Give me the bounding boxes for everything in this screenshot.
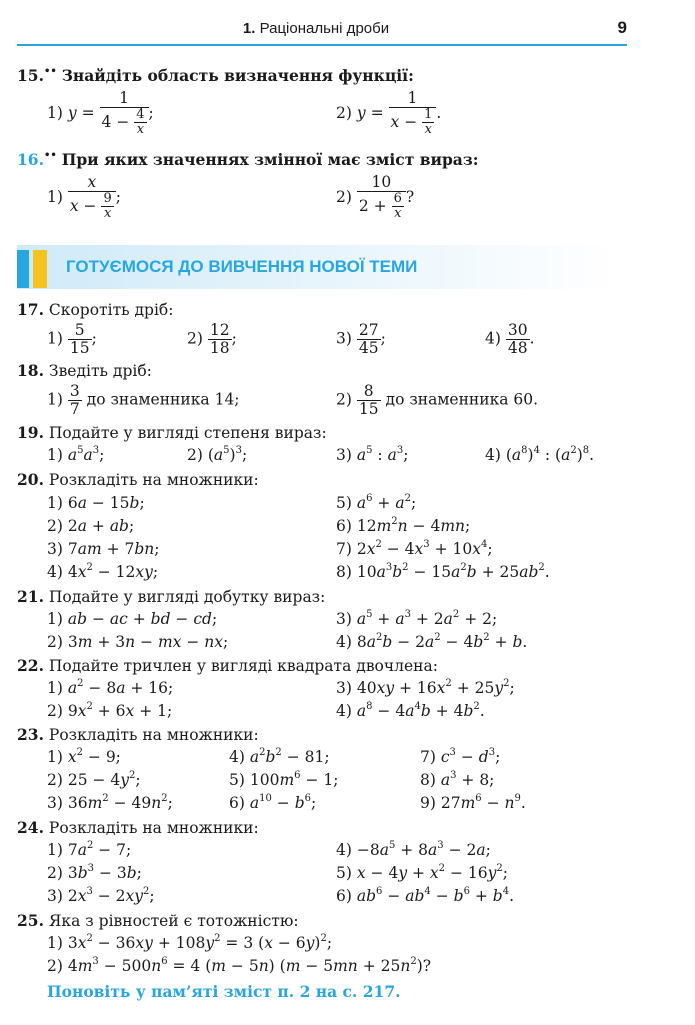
item-label: 1) bbox=[47, 187, 63, 206]
exercise-15-number: 15. bbox=[17, 66, 44, 85]
flag-blue-stripe bbox=[17, 250, 29, 288]
review-note: Поновіть у пам’яті зміст п. 2 на с. 217. bbox=[47, 982, 401, 1001]
denominator: x bbox=[136, 122, 145, 138]
exercise-16-heading bbox=[17, 150, 478, 169]
minus-sign: − bbox=[404, 112, 418, 131]
numerator: 10 bbox=[357, 174, 406, 192]
exercise-18-item-2 bbox=[336, 383, 538, 418]
exercise-19-item-1: 1) $a^5a^3$; bbox=[47, 445, 105, 464]
punctuation: . bbox=[436, 103, 442, 122]
exercise-18-item-1 bbox=[47, 383, 240, 418]
variable-y: y bbox=[356, 103, 366, 122]
exercise-20-item-7: 7) $2x^2 - 4x^3 + 10x^4$; bbox=[336, 539, 493, 558]
fraction bbox=[389, 90, 437, 138]
item-label: 6) bbox=[336, 517, 352, 535]
item-label: 4) bbox=[336, 702, 352, 720]
exercise-25-item-1: 1) $3x^2 - 36xy + 108y^2 = 3$ $(x - 6y)^2$; bbox=[47, 933, 333, 952]
term: x bbox=[390, 112, 400, 131]
exercise-20-item-6: 6) $12m^2n - 4mn$; bbox=[336, 516, 471, 535]
item-text: до знаменника 14; bbox=[86, 390, 240, 409]
exercise-19-item-2: 2) $(a^5)^3$; bbox=[187, 445, 248, 464]
fraction bbox=[100, 90, 149, 138]
item-label: 5) bbox=[229, 771, 245, 789]
exercise-25-number: 25. bbox=[17, 911, 44, 930]
fraction bbox=[357, 174, 406, 222]
numerator: 1 bbox=[424, 107, 433, 123]
fraction bbox=[68, 174, 116, 222]
numerator: 8 bbox=[357, 383, 381, 401]
exercise-15-item-2 bbox=[336, 90, 441, 138]
exercise-23-item-6: 6) $a^{10} - b^6$; bbox=[229, 793, 317, 812]
exercise-15-item-1 bbox=[47, 90, 154, 138]
item-label: 3) bbox=[336, 446, 352, 464]
exercise-19-text: Подайте у вигляді степеня вираз: bbox=[48, 424, 327, 442]
exercise-23-item-7: 7) $c^3 - d^3$; bbox=[420, 747, 501, 766]
exercise-21-number: 21. bbox=[17, 587, 44, 606]
exercise-22-text: Подайте тричлен у вигляді квадрата двочлена: bbox=[48, 657, 438, 675]
term: 4 bbox=[101, 112, 112, 131]
exercise-18-heading bbox=[17, 361, 152, 380]
item-label: 5) bbox=[336, 494, 352, 512]
item-label: 4) bbox=[47, 563, 63, 581]
section-banner-title: ГОТУЄМОСЯ ДО ВИВЧЕННЯ НОВОЇ ТЕМИ bbox=[66, 257, 418, 276]
item-label: 2) bbox=[336, 390, 352, 409]
exercise-20-item-5: 5) $a^6 + a^2$; bbox=[336, 493, 417, 512]
exercise-24-number: 24. bbox=[17, 818, 44, 837]
exercise-25-heading bbox=[17, 911, 299, 930]
fraction bbox=[506, 322, 530, 357]
exercise-17-item-4 bbox=[485, 322, 535, 357]
numerator: 1 bbox=[100, 90, 149, 108]
numerator: 9 bbox=[103, 191, 112, 207]
denominator: 7 bbox=[69, 400, 80, 419]
chapter-title: Раціональні дроби bbox=[259, 20, 390, 37]
exercise-24-text: Розкладіть на множники: bbox=[48, 819, 259, 837]
fraction bbox=[208, 322, 232, 357]
variable-y: y bbox=[67, 103, 77, 122]
exercise-24-item-1: 1) $7a^2 - 7$; bbox=[47, 840, 132, 859]
exercise-24-item-5: 5) $x - 4y + x^2 - 16y^2$; bbox=[336, 863, 508, 882]
exercise-15-heading bbox=[17, 66, 414, 85]
exercise-23-item-1: 1) $x^2 - 9$; bbox=[47, 747, 121, 766]
exercise-20-item-8: 8) $10a^3b^2 - 15a^2b + 25ab^2$. bbox=[336, 562, 550, 581]
denominator: x bbox=[394, 206, 402, 222]
item-label: 2) bbox=[47, 771, 63, 789]
exercise-23-item-2: 2) $25 - 4y^2$; bbox=[47, 770, 141, 789]
item-label: 1) bbox=[47, 679, 63, 697]
exercise-24-item-3: 3) $2x^3 - 2xy^2$; bbox=[47, 886, 155, 905]
item-label: 1) bbox=[47, 841, 63, 859]
page-number: 9 bbox=[617, 18, 627, 37]
exercise-15-text: Знайдіть область визначення функції: bbox=[61, 66, 414, 85]
exercise-20-item-1: 1) 6a − 15b; bbox=[47, 494, 145, 512]
sub-fraction bbox=[134, 108, 146, 138]
item-label: 3) bbox=[47, 887, 63, 905]
exercise-17-item-1 bbox=[47, 322, 97, 357]
exercise-20-item-2: 2) 2a + ab; bbox=[47, 517, 135, 535]
exercise-23-text: Розкладіть на множники: bbox=[48, 726, 259, 744]
exercise-16-number: 16. bbox=[17, 150, 44, 169]
exercise-25-item-2: 2) $4m^3 - 500n^6 = 4$ (m − 5n) $(m - 5mn + 25n^2)$? bbox=[47, 956, 432, 975]
item-label: 1) bbox=[47, 446, 63, 464]
exercise-19-heading bbox=[17, 423, 327, 442]
exercise-20-item-3: 3) 7am + 7bn; bbox=[47, 540, 160, 558]
denominator bbox=[389, 108, 437, 138]
exercise-20-text: Розкладіть на множники: bbox=[48, 471, 259, 489]
item-label: 2) bbox=[47, 957, 63, 975]
exercise-22-number: 22. bbox=[17, 656, 44, 675]
exercise-22-item-3: 3) $40xy + 16x^2 + 25y^2$; bbox=[336, 678, 515, 697]
item-label: 5) bbox=[336, 864, 352, 882]
numerator: x bbox=[68, 174, 116, 192]
exercise-18-number: 18. bbox=[17, 361, 44, 380]
item-text: до знаменника 60. bbox=[385, 390, 539, 409]
item-label: 8) bbox=[420, 771, 436, 789]
running-header bbox=[0, 20, 632, 37]
denominator: x bbox=[424, 122, 432, 138]
item-label: 1) bbox=[47, 329, 63, 348]
denominator: 15 bbox=[358, 400, 379, 419]
item-label: 2) bbox=[47, 517, 63, 535]
exercise-21-item-1: 1) ab − ac + bd − cd; bbox=[47, 610, 218, 628]
punctuation: ? bbox=[405, 187, 415, 206]
numerator: 5 bbox=[68, 322, 92, 340]
item-label: 4) bbox=[336, 633, 352, 651]
exercise-24-item-2: 2) $3b^3 - 3b$; bbox=[47, 863, 142, 882]
denominator bbox=[100, 108, 149, 138]
fraction bbox=[357, 322, 381, 357]
item-label: 7) bbox=[420, 748, 436, 766]
sub-fraction bbox=[101, 192, 113, 222]
exercise-19-item-3: 3) $a^5$ : $a^3$; bbox=[336, 445, 409, 464]
numerator: 3 bbox=[69, 382, 80, 400]
exercise-19-item-4: 4) $(a^8)^4$ : $(a^2)^8$. bbox=[485, 445, 595, 464]
exercise-23-item-4: 4) $a^2b^2 - 81$; bbox=[229, 747, 330, 766]
item-label: 2) bbox=[187, 446, 203, 464]
denominator: 15 bbox=[69, 339, 90, 358]
item-label: 2) bbox=[47, 633, 63, 651]
exercise-23-item-8: 8) $a^3 + 8$; bbox=[420, 770, 495, 789]
minus-sign: − bbox=[116, 112, 130, 131]
numerator: 30 bbox=[507, 321, 528, 339]
punctuation: . bbox=[529, 329, 535, 348]
punctuation: ; bbox=[231, 329, 237, 348]
item-label: 1) bbox=[47, 934, 63, 952]
item-label: 9) bbox=[420, 794, 436, 812]
item-label: 6) bbox=[336, 887, 352, 905]
denominator: 18 bbox=[209, 339, 230, 358]
term: x bbox=[69, 196, 79, 215]
punctuation: ; bbox=[115, 187, 121, 206]
item-label: 6) bbox=[229, 794, 245, 812]
item-label: 3) bbox=[336, 329, 352, 348]
numerator: 4 bbox=[136, 107, 145, 123]
exercise-18-text: Зведіть дріб: bbox=[48, 362, 152, 380]
exercise-24-item-6: 6) $ab^6 - ab^4 - b^6 + b^4$. bbox=[336, 886, 515, 905]
item-label: 3) bbox=[47, 540, 63, 558]
exercise-17-item-2 bbox=[187, 322, 237, 357]
punctuation: ; bbox=[148, 103, 154, 122]
exercise-21-item-3: 3) $a^5 + a^3 + 2a^2 + 2$; bbox=[336, 609, 498, 628]
exercise-17-item-3 bbox=[336, 322, 386, 357]
exercise-24-heading bbox=[17, 818, 259, 837]
item-label: 3) bbox=[47, 794, 63, 812]
item-label: 4) bbox=[485, 329, 501, 348]
punctuation: ; bbox=[380, 329, 386, 348]
exercise-23-item-9: 9) $27m^6 - n^9$. bbox=[420, 793, 526, 812]
exercise-22-item-4: 4) $a^8 - 4a^4b + 4b^2$. bbox=[336, 701, 485, 720]
item-label: 1) bbox=[47, 748, 63, 766]
item-label: 3) bbox=[336, 610, 352, 628]
denominator: 45 bbox=[358, 339, 379, 358]
sub-fraction bbox=[422, 108, 434, 138]
equals-sign: = bbox=[370, 103, 384, 122]
exercise-17-number: 17. bbox=[17, 300, 44, 319]
exercise-21-text: Подайте у вигляді добутку вираз: bbox=[48, 588, 326, 606]
numerator: 12 bbox=[209, 321, 230, 339]
item-label: 2) bbox=[187, 329, 203, 348]
exercise-16-item-2 bbox=[336, 174, 414, 222]
exercise-22-heading bbox=[17, 656, 438, 675]
plus-sign: + bbox=[373, 196, 387, 215]
denominator bbox=[357, 192, 406, 222]
item-label: 4) bbox=[336, 841, 352, 859]
flag-yellow-stripe bbox=[33, 250, 47, 288]
term: 2 bbox=[358, 196, 369, 215]
exercise-20-heading bbox=[17, 470, 259, 489]
item-label: 1) bbox=[47, 494, 63, 512]
exercise-17-heading bbox=[17, 300, 174, 319]
minus-sign: − bbox=[83, 196, 97, 215]
exercise-22-item-2: 2) $9x^2 + 6x + 1$; bbox=[47, 701, 173, 720]
item-label: 1) bbox=[47, 103, 63, 122]
exercise-23-heading bbox=[17, 725, 259, 744]
exercise-22-item-1: 1) $a^2 - 8a + 16$; bbox=[47, 678, 174, 697]
exercise-20-item-4: 4) $4x^2 - 12xy$; bbox=[47, 562, 159, 581]
fraction bbox=[357, 383, 381, 418]
item-label: 2) bbox=[47, 702, 63, 720]
exercise-19-number: 19. bbox=[17, 423, 44, 442]
exercise-23-item-5: 5) $100m^6 - 1$; bbox=[229, 770, 339, 789]
fraction bbox=[68, 383, 82, 418]
denominator: x bbox=[103, 206, 112, 222]
item-label: 3) bbox=[336, 679, 352, 697]
difficulty-dots: •• bbox=[43, 150, 57, 161]
item-label: 2) bbox=[336, 103, 352, 122]
numerator: 1 bbox=[389, 90, 437, 108]
punctuation: ; bbox=[91, 329, 97, 348]
item-label: 8) bbox=[336, 563, 352, 581]
numerator: 6 bbox=[393, 191, 402, 207]
fraction bbox=[68, 322, 92, 357]
numerator: 27 bbox=[358, 321, 379, 339]
item-label: 4) bbox=[485, 446, 501, 464]
header-rule bbox=[17, 44, 627, 46]
difficulty-dots: •• bbox=[43, 66, 57, 77]
chapter-number: 1. bbox=[242, 20, 256, 37]
exercise-24-item-4: $4) -8a^5 + 8a^3 - 2a$; bbox=[336, 840, 491, 859]
item-label: 2) bbox=[47, 864, 63, 882]
exercise-25-text: Яка з рівностей є тотожністю: bbox=[48, 912, 299, 930]
exercise-21-heading bbox=[17, 587, 325, 606]
item-label: 1) bbox=[47, 610, 63, 628]
sub-fraction bbox=[392, 192, 404, 222]
exercise-21-item-4: 4) $8a^2b - 2a^2 - 4b^2 + b$. bbox=[336, 632, 528, 651]
denominator: 48 bbox=[507, 339, 528, 358]
exercise-16-text: При яких значеннях змінної має зміст вираз: bbox=[61, 150, 479, 169]
exercise-16-item-1 bbox=[47, 174, 121, 222]
item-label: 4) bbox=[229, 748, 245, 766]
item-label: 1) bbox=[47, 390, 63, 409]
exercise-17-text: Скоротіть дріб: bbox=[48, 301, 174, 319]
equals-sign: = bbox=[81, 103, 95, 122]
denominator bbox=[68, 192, 116, 222]
exercise-20-number: 20. bbox=[17, 470, 44, 489]
item-label: 7) bbox=[336, 540, 352, 558]
exercise-23-number: 23. bbox=[17, 725, 44, 744]
exercise-23-item-3: 3) $36m^2 - 49n^2$; bbox=[47, 793, 173, 812]
exercise-21-item-2: 2) 3m + 3n − mx − nx; bbox=[47, 633, 229, 651]
item-label: 2) bbox=[336, 187, 352, 206]
